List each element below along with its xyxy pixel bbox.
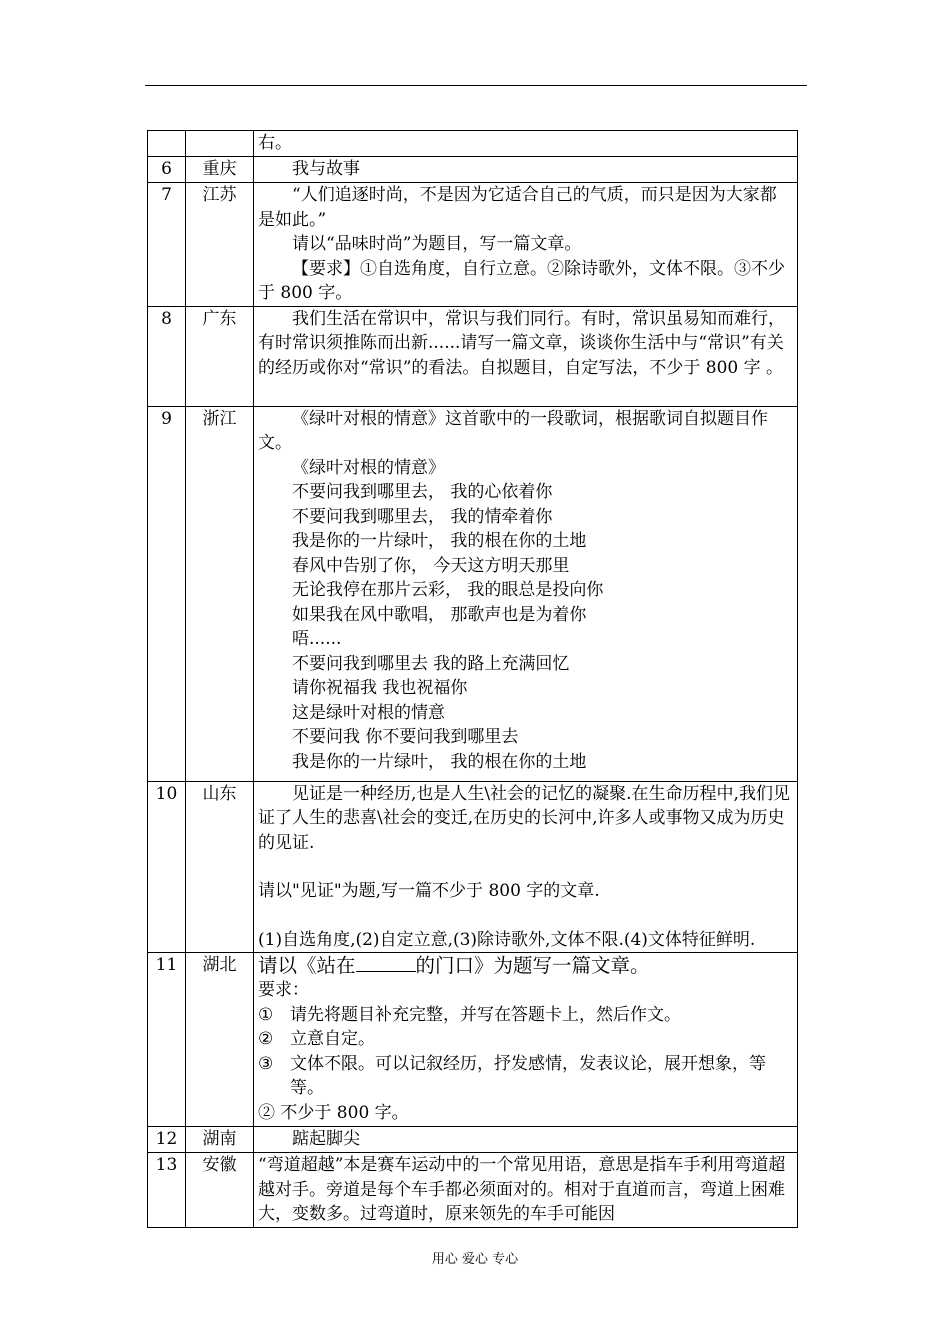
row-number: 11 — [148, 953, 186, 1127]
table-row — [148, 1127, 798, 1153]
list-item — [258, 1027, 793, 1052]
content-line: 我们生活在常识中，常识与我们同行。有时，常识虽易知而难行，有时常识须推陈而出新......请写一篇文章，谈谈你生活中与“常识”有关的经历或你对“常识”的看法。自拟题目，自定写法，不少于 800 字 。 — [258, 308, 785, 378]
lyric-line: 不要问我到哪里去， 我的情牵着你 — [292, 506, 553, 527]
lyric-line: 如果我在风中歌唱， 那歌声也是为着你 — [292, 604, 587, 625]
fill-in-blank — [356, 953, 416, 972]
content-line: 《绿叶对根的情意》这首歌中的一段歌词，根据歌词自拟题目作文。 — [258, 408, 768, 453]
content-line: 见证是一种经历,也是人生\社会的记忆的凝聚.在生命历程中,我们见证了人生的悲喜\社会的变迁,在历史的长河中,许多人或事物又成为历史的见证. — [258, 783, 790, 853]
list-item — [258, 1052, 793, 1101]
item-marker: ③ — [258, 1053, 274, 1074]
row-number — [148, 131, 186, 157]
content-line: “人们追逐时尚，不是因为它适合自己的气质，而只是因为大家都是如此。” — [258, 185, 777, 230]
row-number: 9 — [148, 406, 186, 781]
lyrics-title: 《绿叶对根的情意》 — [292, 457, 445, 478]
row-content — [254, 953, 798, 1127]
essay-prompt-title — [258, 953, 793, 978]
row-content — [254, 406, 798, 781]
spacer — [258, 855, 793, 879]
content-line: 请以“品味时尚”为题目，写一篇文章。 — [292, 234, 582, 254]
row-number: 13 — [148, 1153, 186, 1228]
essay-topics-table — [147, 130, 798, 1228]
item-text: 请先将题目补充完整，并写在答题卡上，然后作文。 — [290, 1004, 681, 1025]
content-line: 我与故事 — [292, 159, 360, 179]
row-province: 湖北 — [186, 953, 254, 1127]
content-line: ② 不少于 800 字。 — [258, 1102, 409, 1123]
lyric-line: 这是绿叶对根的情意 — [292, 702, 445, 723]
table-row — [148, 306, 798, 406]
header-rule — [145, 85, 807, 86]
title-suffix: 的门口》为题写一篇文章。 — [415, 954, 650, 977]
page-footer: 用心 爱心 专心 — [431, 1252, 519, 1267]
content-line: 请以"见证"为题,写一篇不少于 800 字的文章. — [258, 881, 600, 901]
row-content — [254, 1153, 798, 1228]
row-number: 12 — [148, 1127, 186, 1153]
row-number: 10 — [148, 781, 186, 953]
item-text: 文体不限。可以记叙经历，抒发感情，发表议论，展开想象，等等。 — [290, 1053, 766, 1098]
content-line: (1)自选角度,(2)自定立意,(3)除诗歌外,文体不限.(4)文体特征鲜明. — [258, 929, 756, 950]
row-province: 湖南 — [186, 1127, 254, 1153]
table-row — [148, 406, 798, 781]
lyric-line: 唔...... — [292, 629, 342, 649]
row-province: 广东 — [186, 306, 254, 406]
spacer — [258, 904, 793, 928]
row-content — [254, 131, 798, 157]
row-province: 江苏 — [186, 183, 254, 307]
table-row — [148, 953, 798, 1127]
row-province: 山东 — [186, 781, 254, 953]
requirements-label: 要求： — [258, 980, 309, 1000]
row-number: 6 — [148, 157, 186, 183]
list-item — [258, 1003, 793, 1028]
title-prefix: 请以《站在 — [258, 954, 356, 977]
lyric-line: 我是你的一片绿叶， 我的根在你的土地 — [292, 751, 587, 772]
lyric-line: 我是你的一片绿叶， 我的根在你的土地 — [292, 531, 587, 551]
content-line: 右。 — [258, 133, 292, 153]
row-content — [254, 157, 798, 183]
table-row — [148, 131, 798, 157]
table-row — [148, 1153, 798, 1228]
lyric-line: 春风中告别了你， 今天这方明天那里 — [292, 555, 570, 576]
lyric-line: 不要问我 你不要问我到哪里去 — [292, 727, 519, 747]
table-row — [148, 781, 798, 953]
table-row — [148, 183, 798, 307]
content-line: 【要求】①自选角度，自行立意。②除诗歌外，文体不限。③不少于 800 字。 — [258, 258, 785, 303]
content-line: 踮起脚尖 — [292, 1129, 360, 1149]
lyric-line: 无论我停在那片云彩， 我的眼总是投向你 — [292, 580, 604, 600]
row-content — [254, 183, 798, 307]
item-text: 立意自定。 — [290, 1029, 375, 1049]
lyric-line: 不要问我到哪里去， 我的心依着你 — [292, 482, 553, 502]
lyric-line: 不要问我到哪里去 我的路上充满回忆 — [292, 653, 570, 674]
row-content — [254, 306, 798, 406]
row-province — [186, 131, 254, 157]
item-marker: ① — [258, 1004, 274, 1025]
item-marker: ② — [258, 1029, 274, 1049]
row-content — [254, 781, 798, 953]
row-number: 8 — [148, 306, 186, 406]
lyric-line: 请你祝福我 我也祝福你 — [292, 678, 468, 698]
row-content — [254, 1127, 798, 1153]
row-province: 重庆 — [186, 157, 254, 183]
content-line: “弯道超越”本是赛车运动中的一个常见用语，意思是指车手利用弯道超越对手。旁道是每个车手都必须面对的。相对于直道而言，弯道上困难大，变数多。过弯道时，原来领先的车手可能因 — [258, 1155, 786, 1224]
row-province: 安徽 — [186, 1153, 254, 1228]
row-number: 7 — [148, 183, 186, 307]
row-province: 浙江 — [186, 406, 254, 781]
table-row — [148, 157, 798, 183]
